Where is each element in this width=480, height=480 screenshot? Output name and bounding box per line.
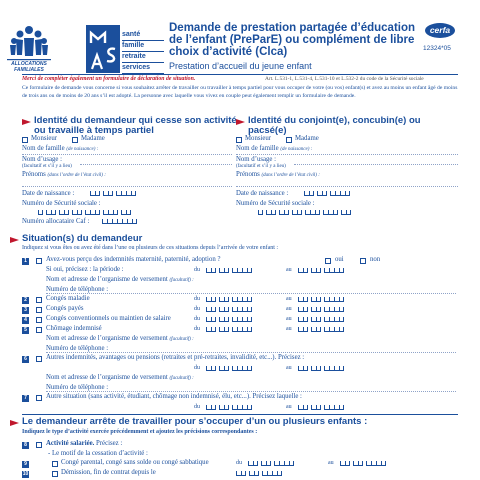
au-label: au [286,306,292,312]
header-rule [22,74,458,75]
organisme-text: Nom et adresse de l’organisme de versement [46,276,168,283]
item7-du-boxes[interactable] [206,405,252,410]
item-number: 10 [22,471,29,477]
du-label: du [194,306,200,312]
au-label: au [328,460,334,466]
nom-famille-text: Nom de famille [22,145,65,152]
conges-maladie-checkbox[interactable] [36,297,42,303]
du-label: du [194,316,200,322]
organisme-text: Nom et adresse de l’organisme de versement [46,335,168,342]
conges-maladie-label: Congés maladie [46,295,90,302]
item-number: 9 [22,461,29,468]
stop-title: Le demandeur arrête de travailler pour s’occuper d’un ou plusieurs enfants : [22,416,368,427]
organisme-field[interactable] [46,293,456,294]
form-subtitle: Prestation d’accueil du jeune enfant [169,61,312,71]
date-naissance-label-right: Date de naissance : [236,190,289,197]
item9-du-boxes[interactable] [248,461,294,466]
msa-word: santé [122,30,164,41]
section-arrow-icon [10,237,19,243]
secu-boxes-right[interactable] [258,210,351,215]
nom-usage-label-left: Nom d’usage : [22,156,63,163]
oui-checkbox[interactable] [325,258,331,264]
au-label: au [286,267,292,273]
identity-right-title: Identité du conjoint(e), concubin(e) ou pacsé(e) [248,115,421,136]
prenoms-label-right [236,171,320,178]
item4-au-boxes[interactable] [298,317,344,322]
secu-label-right: Numéro de Sécurité sociale : [236,200,315,207]
nom-usage-note-right: (facultatif et s’il y a lieu) [236,164,286,169]
du-label: du [194,326,200,332]
item3-du-boxes[interactable] [206,307,252,312]
prenoms-text: Prénoms [236,171,260,178]
organisme-label-2 [46,335,194,342]
non-label: non [370,256,381,263]
item6-du-boxes[interactable] [206,366,252,371]
section-arrow-icon [236,119,245,125]
date-naissance-boxes-left[interactable] [90,191,136,196]
situation-title: Situation(s) du demandeur [22,233,143,244]
au-label: au [286,404,292,410]
date-naissance-label-left: Date de naissance : [22,190,75,197]
item6-au-boxes[interactable] [298,366,344,371]
chomage-indemnise-checkbox[interactable] [36,327,42,333]
section-rule [22,414,458,415]
item-number: 7 [22,395,29,402]
prenoms-note: (dans l’ordre de l’état civil) : [47,173,106,178]
nom-famille-field-left[interactable] [22,154,232,155]
nom-usage-field-left[interactable] [80,164,232,165]
du-label: du [194,267,200,273]
au-label: au [286,316,292,322]
activite-salariee-checkbox[interactable] [36,442,42,448]
autres-indemnites-label: Autres indemnités, avantages ou pensions (retraites et pré-retraites, invalidité, etc...). Précisez : [46,354,305,361]
chomage-indemnise-label: Chômage indemnisé [46,325,102,332]
caf-logo [6,22,52,82]
prenoms-field-left[interactable] [22,186,232,187]
conges-payes-checkbox[interactable] [36,307,42,313]
section-arrow-icon [22,119,31,125]
du-label: du [236,460,242,466]
conge-parental-checkbox[interactable] [52,461,58,467]
organisme-field-2[interactable] [46,352,456,353]
organisme-label-3 [46,374,194,381]
item2-au-boxes[interactable] [298,297,344,302]
du-label: du [194,365,200,371]
monsieur-checkbox-left[interactable] [22,137,28,143]
legal-reference: Art. L.531-1, L.531-4, L.531-10 et L.532-2 du code de la Sécurité sociale [265,76,424,82]
item-number: 3 [22,307,29,314]
du-label: du [194,404,200,410]
item9-au-boxes[interactable] [340,461,386,466]
nom-famille-note: (de naissance) : [280,147,313,152]
demission-label: Démission, fin de contrat depuis le [61,469,156,476]
secu-label-left: Numéro de Sécurité sociale : [22,200,101,207]
item-number: 1 [22,258,29,265]
item5-du-boxes[interactable] [206,327,252,332]
q1-label: Avez-vous perçu des indemnités maternité, paternité, adoption ? [46,256,221,263]
nom-usage-field-right[interactable] [294,164,458,165]
form-title: Demande de prestation partagée d’éducation de l’enfant (PreParE) ou complément de libre choix d’activité (Clca) [169,22,416,58]
madame-checkbox-right[interactable] [286,137,292,143]
non-checkbox[interactable] [360,258,366,264]
caf-number-boxes[interactable] [102,219,137,224]
date-naissance-boxes-right[interactable] [304,191,350,196]
item5-au-boxes[interactable] [298,327,344,332]
nom-famille-text: Nom de famille [236,145,279,152]
madame-checkbox-left[interactable] [72,137,78,143]
prenoms-label-left [22,171,106,178]
secu-boxes-left[interactable] [38,210,131,215]
item-number: 5 [22,327,29,334]
identity-left-title: Identité du demandeur qui cesse son activité ou travaille à temps partiel [34,115,237,136]
situation-instruction: Indiquez si vous êtes ou avez été dans l’une ou plusieurs de ces situations depuis l’arrivée de votre enfant : [22,245,279,251]
autre-situation-checkbox[interactable] [36,395,42,401]
au-label: au [286,365,292,371]
organisme-text: Nom et adresse de l’organisme de versement [46,374,168,381]
au-label: au [286,296,292,302]
telephone-label-2: Numéro de téléphone : [46,345,109,352]
msa-word: retraite [122,52,164,63]
item-number: 4 [22,317,29,324]
q1-au-boxes[interactable] [298,268,344,273]
demission-checkbox[interactable] [52,471,58,477]
nom-usage-label-right: Nom d’usage : [236,156,277,163]
msa-word: famille [122,41,164,52]
caf-logo-text: ALLOCATIONS FAMILIALES [11,61,47,73]
oui-label: oui [335,256,344,263]
conges-conventionnels-checkbox[interactable] [36,317,42,323]
cerfa-number: 12324*05 [423,45,451,52]
facultatif-note: (facultatif) : [169,337,194,342]
msa-words [122,30,164,74]
autre-situation-label: Autre situation (sans activité, étudiant, chômage non indemnisé, élu, etc...). Précisez laquelle : [46,393,302,400]
activite-salariee-label [46,440,122,447]
madame-label: Madame [295,135,319,142]
nom-famille-label-right [236,145,312,152]
nom-famille-label-left [22,145,98,152]
notice-red: Merci de compléter également un formulaire de déclaration de situation. [22,76,196,82]
nom-famille-field-right[interactable] [236,154,458,155]
organisme-field-3[interactable] [46,391,456,392]
du-label: du [194,296,200,302]
q1-du-boxes[interactable] [206,268,252,273]
item7-au-boxes[interactable] [298,405,344,410]
nom-usage-note-left: (facultatif et s’il y a lieu) [22,164,72,169]
monsieur-label: Monsieur [245,135,272,142]
intro-text: Ce formulaire de demande vous concerne si vous souhaitez arrêter de travailler ou travailler à temps partiel pour vous occuper de votre (ou vos) enfant(s) et avez au moins un enfant âgé de moins de trois ans ou de moins de 20 ans s’il est adopté. La personne avec laquelle vous vivez en couple peut également remplir un formulaire de demande. [22,85,458,99]
prenoms-note: (dans l’ordre de l’état civil) : [261,173,320,178]
telephone-label: Numéro de téléphone : [46,286,109,293]
autres-indemnites-checkbox[interactable] [36,356,42,362]
item10-date-boxes[interactable] [236,471,282,476]
msa-word: services [122,63,164,74]
telephone-label-3: Numéro de téléphone : [46,384,109,391]
monsieur-checkbox-right[interactable] [236,137,242,143]
monsieur-label: Monsieur [31,135,58,142]
conges-payes-label: Congés payés [46,305,84,312]
prenoms-text: Prénoms [22,171,46,178]
conge-parental-label: Congé parental, congé sans solde ou congé sabbatique [61,459,209,466]
conges-conventionnels-label: Congés conventionnels ou maintien de salaire [46,315,171,322]
item4-du-boxes[interactable] [206,317,252,322]
item-number: 6 [22,356,29,363]
facultatif-note: (facultatif) : [169,376,194,381]
section-arrow-icon [10,420,19,426]
item-number: 2 [22,297,29,304]
q1-checkbox[interactable] [36,258,42,264]
cerfa-logo: cerfa [425,23,455,38]
item-number: 8 [22,442,29,449]
item3-au-boxes[interactable] [298,307,344,312]
msa-logo [86,25,120,73]
nom-famille-note: (de naissance) : [66,147,99,152]
au-label: au [286,326,292,332]
precisez-text: Précisez : [96,440,123,447]
organisme-label [46,276,194,283]
motif-label: - Le motif de la cessation d’activité : [48,450,148,457]
periode-label: Si oui, précisez : la période : [46,266,124,273]
caf-number-label: Numéro allocataire Caf : [22,218,90,225]
item2-du-boxes[interactable] [206,297,252,302]
activite-text: Activité salariée. [46,440,95,447]
madame-label: Madame [81,135,105,142]
prenoms-field-right[interactable] [236,186,458,187]
facultatif-note: (facultatif) : [169,278,194,283]
stop-instruction: Indiquez le type d’activité exercée précédemment et ajoutez les précisions correspondantes : [22,429,258,435]
